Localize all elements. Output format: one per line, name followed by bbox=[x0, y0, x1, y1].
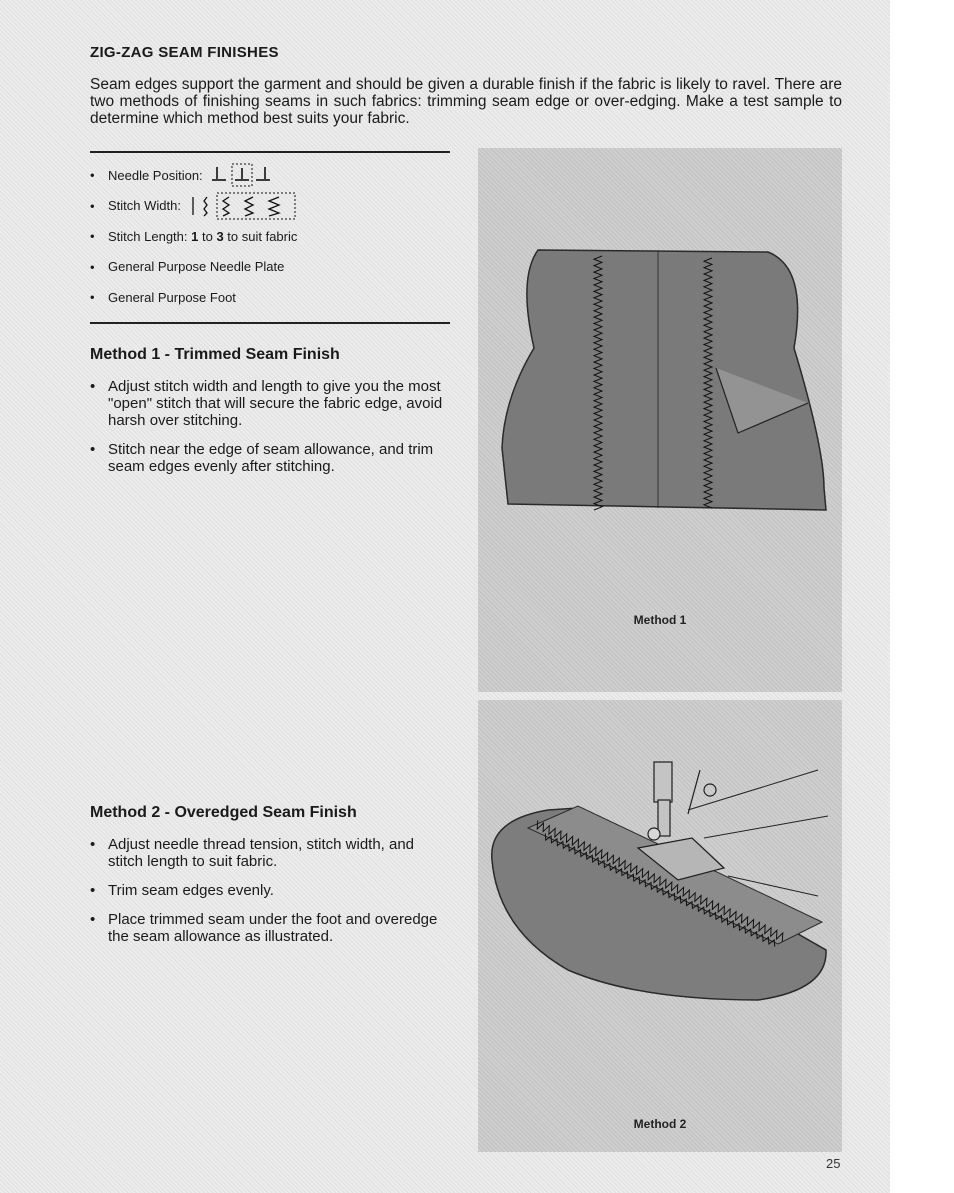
stitch-width-icon bbox=[187, 192, 299, 220]
setting-foot bbox=[90, 282, 460, 313]
stitch-length-note: to suit fabric bbox=[223, 228, 298, 244]
needle-position-label: • Needle Position: bbox=[108, 167, 203, 183]
needle-position-icon bbox=[209, 162, 275, 188]
setting-stitch-length bbox=[90, 221, 460, 252]
stitch-length-max: 3 bbox=[216, 228, 224, 244]
stitch-length-label: • Stitch Length: bbox=[108, 228, 192, 244]
divider-bottom bbox=[90, 322, 450, 324]
setting-stitch-width bbox=[90, 191, 460, 222]
method1-illustration bbox=[478, 148, 842, 692]
method2-illustration bbox=[478, 700, 842, 1152]
intro-paragraph: Seam edges support the garment and should be given a durable finish if the fabric is likely to ravel. There are two methods of finishing seams in such fabrics: trimming seam edge or over-edging. Make a test sample to determine which method best suits your fabric. bbox=[90, 76, 842, 127]
machine-settings-list bbox=[90, 160, 460, 313]
method1-step: • Stitch near the edge of seam allowance, and trim seam edges evenly after stitching. bbox=[90, 441, 452, 475]
method1-heading: Method 1 - Trimmed Seam Finish bbox=[90, 346, 340, 363]
setting-needle-position bbox=[90, 160, 460, 191]
stitch-width-label: • Stitch Width: bbox=[108, 198, 181, 214]
page-number: 25 bbox=[826, 1156, 841, 1171]
divider-top bbox=[90, 151, 450, 153]
method1-step: • Adjust stitch width and length to give you the most "open" stitch that will secure the fabric edge, avoid harsh over stitching. bbox=[90, 378, 452, 429]
method1-steps bbox=[90, 378, 452, 487]
foot-text: • General Purpose Foot bbox=[108, 289, 236, 305]
method2-step: • Place trimmed seam under the foot and overedge the seam allowance as illustrated. bbox=[90, 911, 452, 945]
method2-caption: Method 2 bbox=[633, 1117, 687, 1131]
method2-step: • Trim seam edges evenly. bbox=[90, 882, 452, 899]
method1-caption: Method 1 bbox=[633, 613, 687, 627]
stitch-length-min: 1 bbox=[191, 228, 199, 244]
needle-plate-text: • General Purpose Needle Plate bbox=[108, 259, 285, 275]
method2-step: • Adjust needle thread tension, stitch width, and stitch length to suit fabric. bbox=[90, 836, 452, 870]
page-heading: ZIG-ZAG SEAM FINISHES bbox=[90, 44, 279, 61]
method2-heading: Method 2 - Overedged Seam Finish bbox=[90, 804, 357, 821]
setting-needle-plate bbox=[90, 252, 460, 283]
stitch-length-separator: to bbox=[198, 228, 217, 244]
method2-steps bbox=[90, 836, 452, 957]
